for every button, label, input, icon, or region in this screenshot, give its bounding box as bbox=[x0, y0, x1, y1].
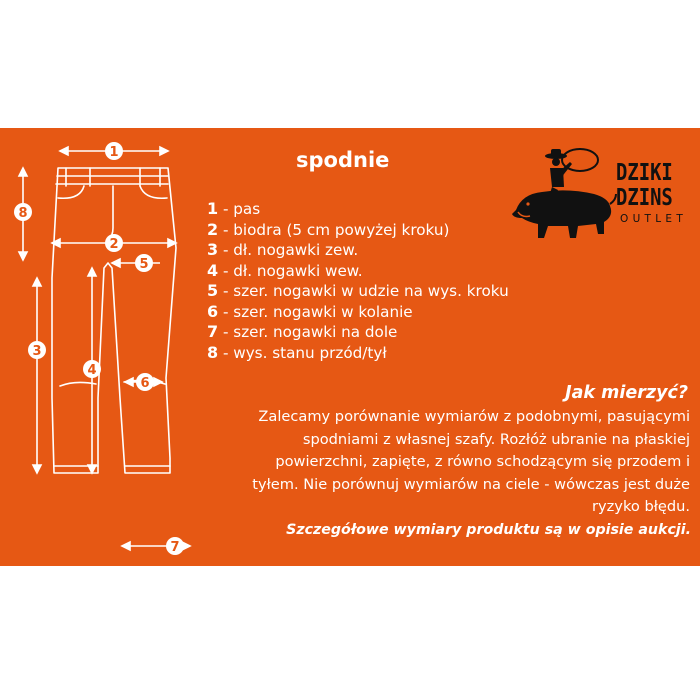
svg-text:6: 6 bbox=[140, 376, 150, 391]
logo-text-line2: DZINS bbox=[616, 185, 673, 211]
svg-text:5: 5 bbox=[139, 257, 149, 272]
legend-number: 6 bbox=[207, 301, 219, 321]
logo-text-line1: DZIKI bbox=[616, 160, 673, 186]
marker-8 bbox=[14, 203, 32, 221]
pants-outline-icon bbox=[52, 168, 176, 473]
legend-item bbox=[207, 220, 509, 241]
marker-7 bbox=[166, 537, 184, 555]
legend-number: 8 bbox=[207, 342, 219, 362]
legend-number: 2 bbox=[207, 219, 219, 239]
legend-item bbox=[207, 302, 509, 323]
how-to-measure-title: Jak mierzyć? bbox=[565, 383, 688, 403]
legend-number: 7 bbox=[207, 322, 219, 341]
svg-text:4: 4 bbox=[87, 363, 97, 378]
how-to-measure-note: Szczegółowe wymiary produktu są w opisie aukcji. bbox=[286, 522, 691, 538]
legend-number: 4 bbox=[207, 260, 219, 280]
legend-item bbox=[207, 261, 509, 282]
logo-subtext: OUTLET bbox=[620, 213, 688, 225]
legend-text: - biodra (5 cm powyżej kroku) bbox=[218, 220, 450, 239]
marker-1 bbox=[105, 142, 123, 160]
legend-number: 3 bbox=[207, 240, 219, 259]
legend-number: 1 bbox=[207, 199, 219, 218]
marker-4 bbox=[83, 360, 101, 378]
waistband bbox=[56, 176, 168, 184]
svg-text:1: 1 bbox=[109, 145, 119, 160]
brand-logo bbox=[508, 142, 693, 252]
fly-stitch bbox=[108, 186, 113, 240]
legend-item bbox=[207, 199, 509, 220]
legend-item bbox=[207, 322, 509, 343]
chart-title: spodnie bbox=[296, 148, 390, 172]
legend-item bbox=[207, 281, 509, 302]
legend-item bbox=[207, 343, 509, 364]
marker-3 bbox=[28, 341, 46, 359]
svg-text:8: 8 bbox=[18, 206, 28, 221]
marker-6 bbox=[136, 373, 154, 391]
legend-text: - dł. nogawki wew. bbox=[218, 261, 363, 280]
legend-text: - szer. nogawki w kolanie bbox=[218, 302, 413, 321]
legend-item bbox=[207, 240, 509, 261]
measurement-legend bbox=[207, 199, 509, 363]
svg-text:7: 7 bbox=[170, 540, 180, 555]
legend-text: - pas bbox=[218, 200, 261, 218]
svg-text:2: 2 bbox=[109, 237, 119, 252]
size-chart-board bbox=[0, 128, 700, 566]
legend-text: - szer. nogawki na dole bbox=[218, 323, 398, 341]
legend-text: - dł. nogawki zew. bbox=[218, 241, 359, 259]
legend-number: 5 bbox=[207, 281, 219, 300]
legend-text: - wys. stanu przód/tył bbox=[218, 343, 387, 362]
marker-2 bbox=[105, 234, 123, 252]
boar-rider-icon bbox=[508, 142, 618, 252]
legend-text: - szer. nogawki w udzie na wys. kroku bbox=[218, 282, 509, 300]
how-to-measure-text: Zalecamy porównanie wymiarów z podobnymi, pasującymi spodniami z własnej szafy. Rozłóż ubranie na płaskiej powierzchni, zapięte, z równo schodzącym się przodem i tyłem. Nie porównuj wymiarów na ciele - wówczas jest duże ryzyko błędu. bbox=[252, 408, 690, 515]
svg-text:3: 3 bbox=[32, 344, 42, 359]
pants-measurement-diagram bbox=[0, 128, 200, 566]
measure-line-outseam bbox=[33, 278, 41, 473]
marker-5 bbox=[135, 254, 153, 272]
